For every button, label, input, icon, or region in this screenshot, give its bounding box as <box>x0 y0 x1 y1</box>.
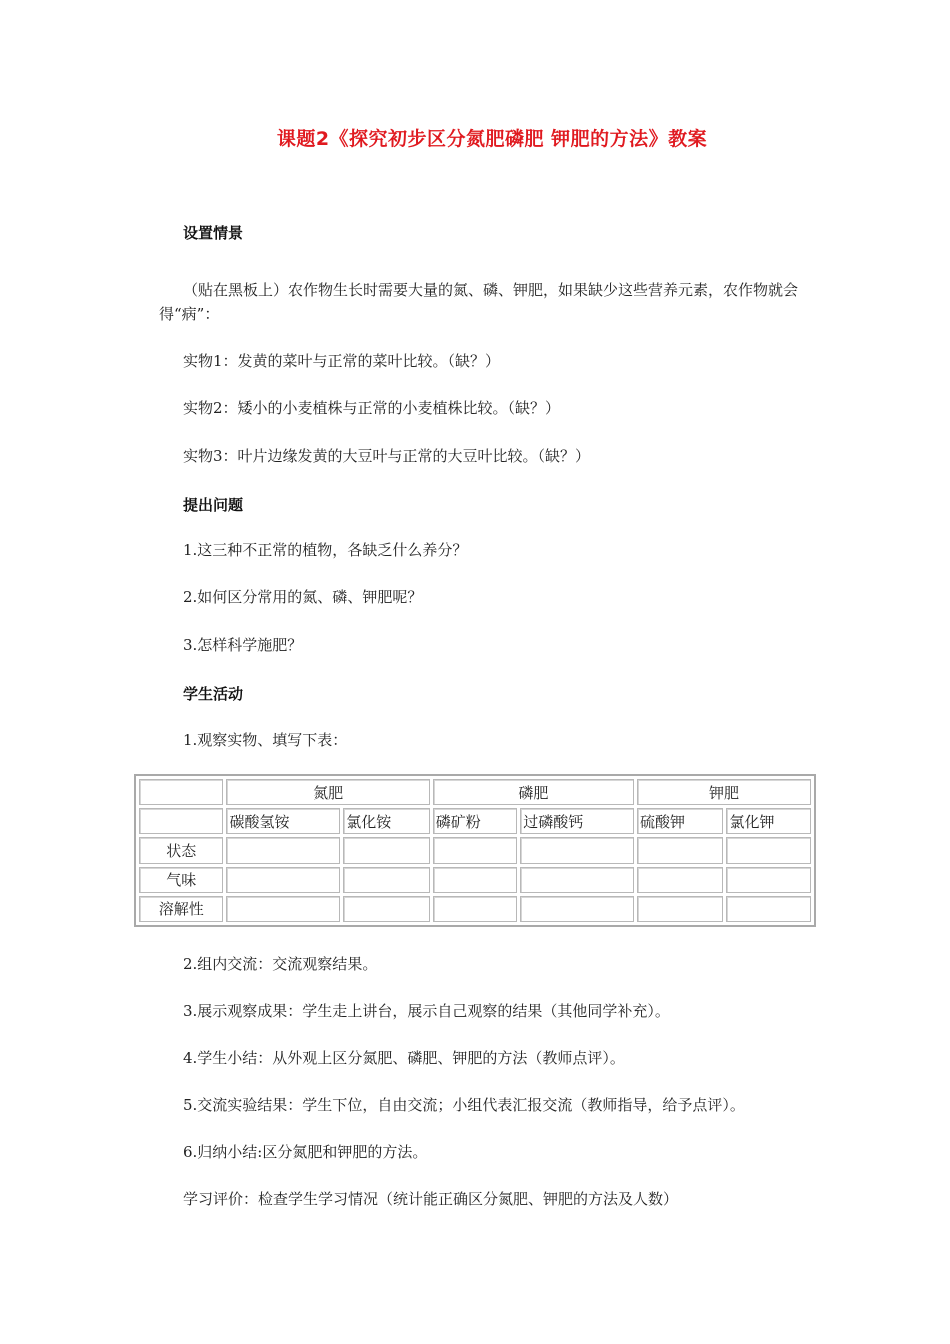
group-header-potassium: 钾肥 <box>637 779 811 805</box>
observation-table <box>134 774 816 927</box>
specimen-item-2: 实物2：矮小的小麦植株与正常的小麦植株比较。（缺？） <box>183 399 561 417</box>
empty-cell <box>343 837 429 863</box>
empty-cell <box>343 867 429 893</box>
activity-step-2: 2.组内交流：交流观察结果。 <box>183 955 378 973</box>
empty-cell <box>433 867 517 893</box>
empty-cell <box>343 896 429 922</box>
empty-cell <box>433 896 517 922</box>
empty-cell <box>726 867 811 893</box>
empty-cell <box>226 896 340 922</box>
learning-evaluation: 学习评价：检查学生学习情况（统计能正确区分氮肥、钾肥的方法及人数） <box>183 1190 679 1208</box>
empty-cell <box>226 867 340 893</box>
group-header-nitrogen: 氮肥 <box>226 779 429 805</box>
activity-step-1: 1.观察实物、填写下表： <box>183 731 348 749</box>
empty-cell <box>637 837 723 863</box>
empty-cell <box>637 867 723 893</box>
table-group-header-row <box>139 779 811 805</box>
table-row <box>139 837 811 863</box>
activity-step-5: 5.交流实验结果：学生下位，自由交流；小组代表汇报交流（教师指导，给予点评）。 <box>183 1096 745 1114</box>
table-row <box>139 867 811 893</box>
question-item-2: 2.如何区分常用的氮、磷、钾肥呢？ <box>183 588 423 606</box>
empty-cell <box>726 837 811 863</box>
empty-cell <box>520 867 634 893</box>
table-subheader-row <box>139 808 811 834</box>
empty-cell <box>226 837 340 863</box>
subheader-cell: 硫酸钾 <box>637 808 723 834</box>
subheader-cell: 氯化铵 <box>343 808 429 834</box>
activity-step-6: 6.归纳小结:区分氮肥和钾肥的方法。 <box>183 1143 428 1161</box>
question-item-3: 3.怎样科学施肥？ <box>183 636 303 654</box>
table-row <box>139 896 811 922</box>
scenario-intro: （贴在黑板上）农作物生长时需要大量的氮、磷、钾肥，如果缺少这些营养元素，农作物就会得“病”： <box>159 281 799 323</box>
specimen-item-1: 实物1：发黄的菜叶与正常的菜叶比较。（缺？） <box>183 352 501 370</box>
subheader-cell: 氯化钾 <box>726 808 811 834</box>
document-title: 课题2《探究初步区分氮肥磷肥 钾肥的方法》教案 <box>276 128 708 150</box>
subheader-cell: 磷矿粉 <box>433 808 517 834</box>
specimen-item-3: 实物3：叶片边缘发黄的大豆叶与正常的大豆叶比较。（缺？） <box>183 447 591 465</box>
empty-cell <box>520 837 634 863</box>
section-heading-questions: 提出问题 <box>183 496 244 514</box>
row-label-cell: 气味 <box>139 867 223 893</box>
section-heading-activities: 学生活动 <box>183 685 244 703</box>
section-heading-scenario: 设置情景 <box>183 224 244 242</box>
empty-cell <box>637 896 723 922</box>
activity-step-4: 4.学生小结：从外观上区分氮肥、磷肥、钾肥的方法（教师点评）。 <box>183 1049 625 1067</box>
activity-step-3: 3.展示观察成果：学生走上讲台，展示自己观察的结果（其他同学补充）。 <box>183 1002 670 1020</box>
table-corner-cell <box>139 808 223 834</box>
row-label-cell: 状态 <box>139 837 223 863</box>
subheader-cell: 过磷酸钙 <box>520 808 634 834</box>
question-item-1: 1.这三种不正常的植物，各缺乏什么养分？ <box>183 541 468 559</box>
empty-cell <box>520 896 634 922</box>
table-corner-cell <box>139 779 223 805</box>
row-label-cell: 溶解性 <box>139 896 223 922</box>
group-header-phosphate: 磷肥 <box>433 779 634 805</box>
empty-cell <box>433 837 517 863</box>
empty-cell <box>726 896 811 922</box>
subheader-cell: 碳酸氢铵 <box>226 808 340 834</box>
